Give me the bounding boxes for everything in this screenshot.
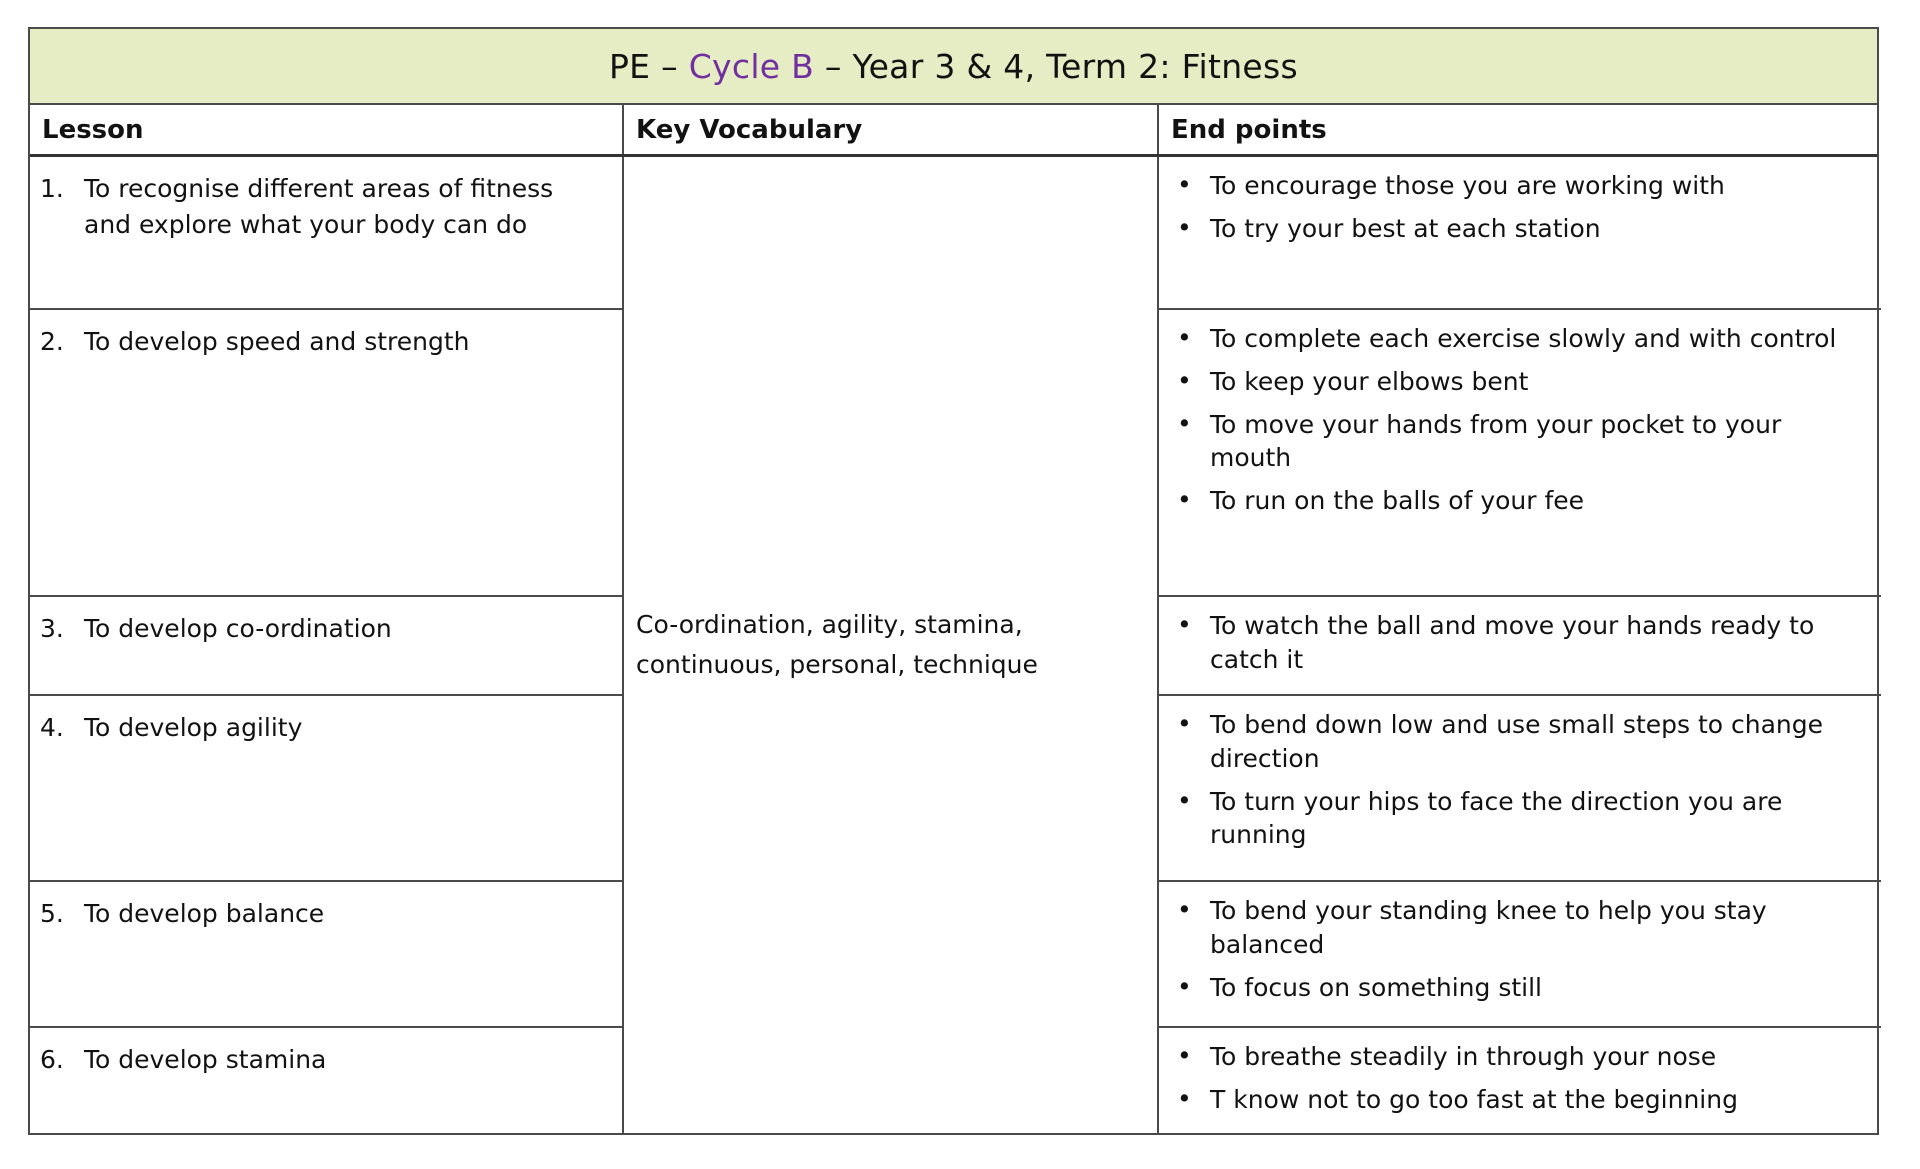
column-header-key-vocabulary: Key Vocabulary [622, 105, 1159, 154]
lesson-cell [30, 308, 622, 595]
endpoint-item [1159, 708, 1867, 776]
endpoints-list [1159, 1040, 1867, 1117]
title-cycle-highlight: Cycle B [688, 46, 815, 86]
endpoint-text: T know not to go too fast at the beginning [1210, 1084, 1738, 1114]
title-bar [30, 29, 1877, 105]
endpoint-item [1159, 609, 1867, 677]
lesson-cell [30, 157, 622, 308]
lesson-text: To develop stamina [84, 1045, 327, 1074]
lesson-number: 2. [40, 327, 64, 356]
lesson-number: 4. [40, 713, 64, 742]
endpoint-text: To try your best at each station [1210, 213, 1601, 243]
lesson-text: To develop co-ordination [84, 614, 392, 643]
endpoint-item [1159, 408, 1867, 476]
bullet-icon: • [1177, 170, 1192, 199]
column-header-lesson: Lesson [42, 114, 144, 145]
column-header-end-points: End points [1171, 114, 1327, 145]
bullet-icon: • [1177, 610, 1192, 639]
endpoint-item [1159, 365, 1867, 399]
endpoint-item [1159, 785, 1867, 853]
bullet-icon: • [1177, 709, 1192, 738]
endpoint-text: To move your hands from your pocket to your mouth [1210, 409, 1782, 473]
title-suffix: – Year 3 & 4, Term 2: Fitness [814, 46, 1299, 86]
endpoints-list [1159, 894, 1867, 1004]
lesson-number: 3. [40, 614, 64, 643]
endpoint-text: To complete each exercise slowly and with control [1210, 324, 1837, 353]
endpoints-list [1159, 169, 1867, 246]
lesson-text: To develop agility [84, 713, 303, 742]
endpoint-text: To run on the balls of your fee [1210, 486, 1585, 515]
endpoints-list [1159, 322, 1867, 518]
bullet-icon: • [1177, 485, 1192, 514]
endpoint-item [1159, 484, 1867, 518]
bullet-icon: • [1177, 212, 1192, 242]
bullet-icon: • [1177, 408, 1192, 438]
title-prefix: PE – [608, 46, 689, 86]
endpoints-cell [1159, 595, 1881, 694]
endpoints-cell [1159, 694, 1881, 880]
endpoints-cell [1159, 308, 1881, 595]
endpoint-text: To bend your standing knee to help you stay balanced [1210, 896, 1767, 959]
endpoints-cell [1159, 157, 1881, 308]
endpoint-item [1159, 971, 1867, 1005]
endpoint-item [1159, 322, 1867, 356]
bullet-icon: • [1177, 365, 1192, 395]
endpoint-item [1159, 1040, 1867, 1074]
endpoints-list [1159, 708, 1867, 852]
endpoint-text: To turn your hips to face the direction you are running [1210, 786, 1783, 850]
bullet-icon: • [1177, 785, 1192, 815]
endpoint-text: To focus on something still [1210, 972, 1542, 1002]
lesson-number: 6. [40, 1045, 64, 1074]
lesson-cell [30, 880, 622, 1026]
bullet-icon: • [1177, 1083, 1192, 1113]
table-body [30, 157, 1877, 1133]
endpoints-cell [1159, 880, 1881, 1026]
bullet-icon: • [1177, 971, 1192, 1001]
endpoint-text: To bend down low and use small steps to change direction [1210, 710, 1824, 773]
lesson-number: 1. [40, 174, 64, 203]
endpoint-text: To keep your elbows bent [1210, 366, 1529, 396]
key-vocabulary-cell [622, 157, 1159, 1133]
lesson-cell [30, 595, 622, 694]
lesson-text: To develop balance [84, 899, 325, 928]
endpoint-text: To breathe steadily in through your nose [1210, 1042, 1717, 1071]
lesson-cell [30, 1026, 622, 1133]
lesson-number: 5. [40, 899, 64, 928]
endpoint-item [1159, 169, 1867, 203]
bullet-icon: • [1177, 1041, 1192, 1070]
endpoints-list [1159, 609, 1867, 677]
endpoint-text: To encourage those you are working with [1210, 171, 1725, 200]
lesson-cell [30, 694, 622, 880]
bullet-icon: • [1177, 323, 1192, 352]
endpoint-item [1159, 894, 1867, 962]
page-title [609, 47, 1298, 86]
bullet-icon: • [1177, 895, 1192, 924]
endpoint-item [1159, 212, 1867, 246]
endpoint-item [1159, 1083, 1867, 1117]
lesson-text: To recognise different areas of fitness and explore what your body can do [84, 174, 554, 239]
curriculum-table [28, 27, 1879, 1135]
lesson-text: To develop speed and strength [84, 327, 470, 356]
table-header-row [30, 105, 1877, 157]
key-vocabulary-text: Co-ordination, agility, stamina, continuous, personal, technique [636, 610, 1038, 679]
endpoint-text: To watch the ball and move your hands ready to catch it [1210, 611, 1815, 674]
endpoints-cell [1159, 1026, 1881, 1133]
